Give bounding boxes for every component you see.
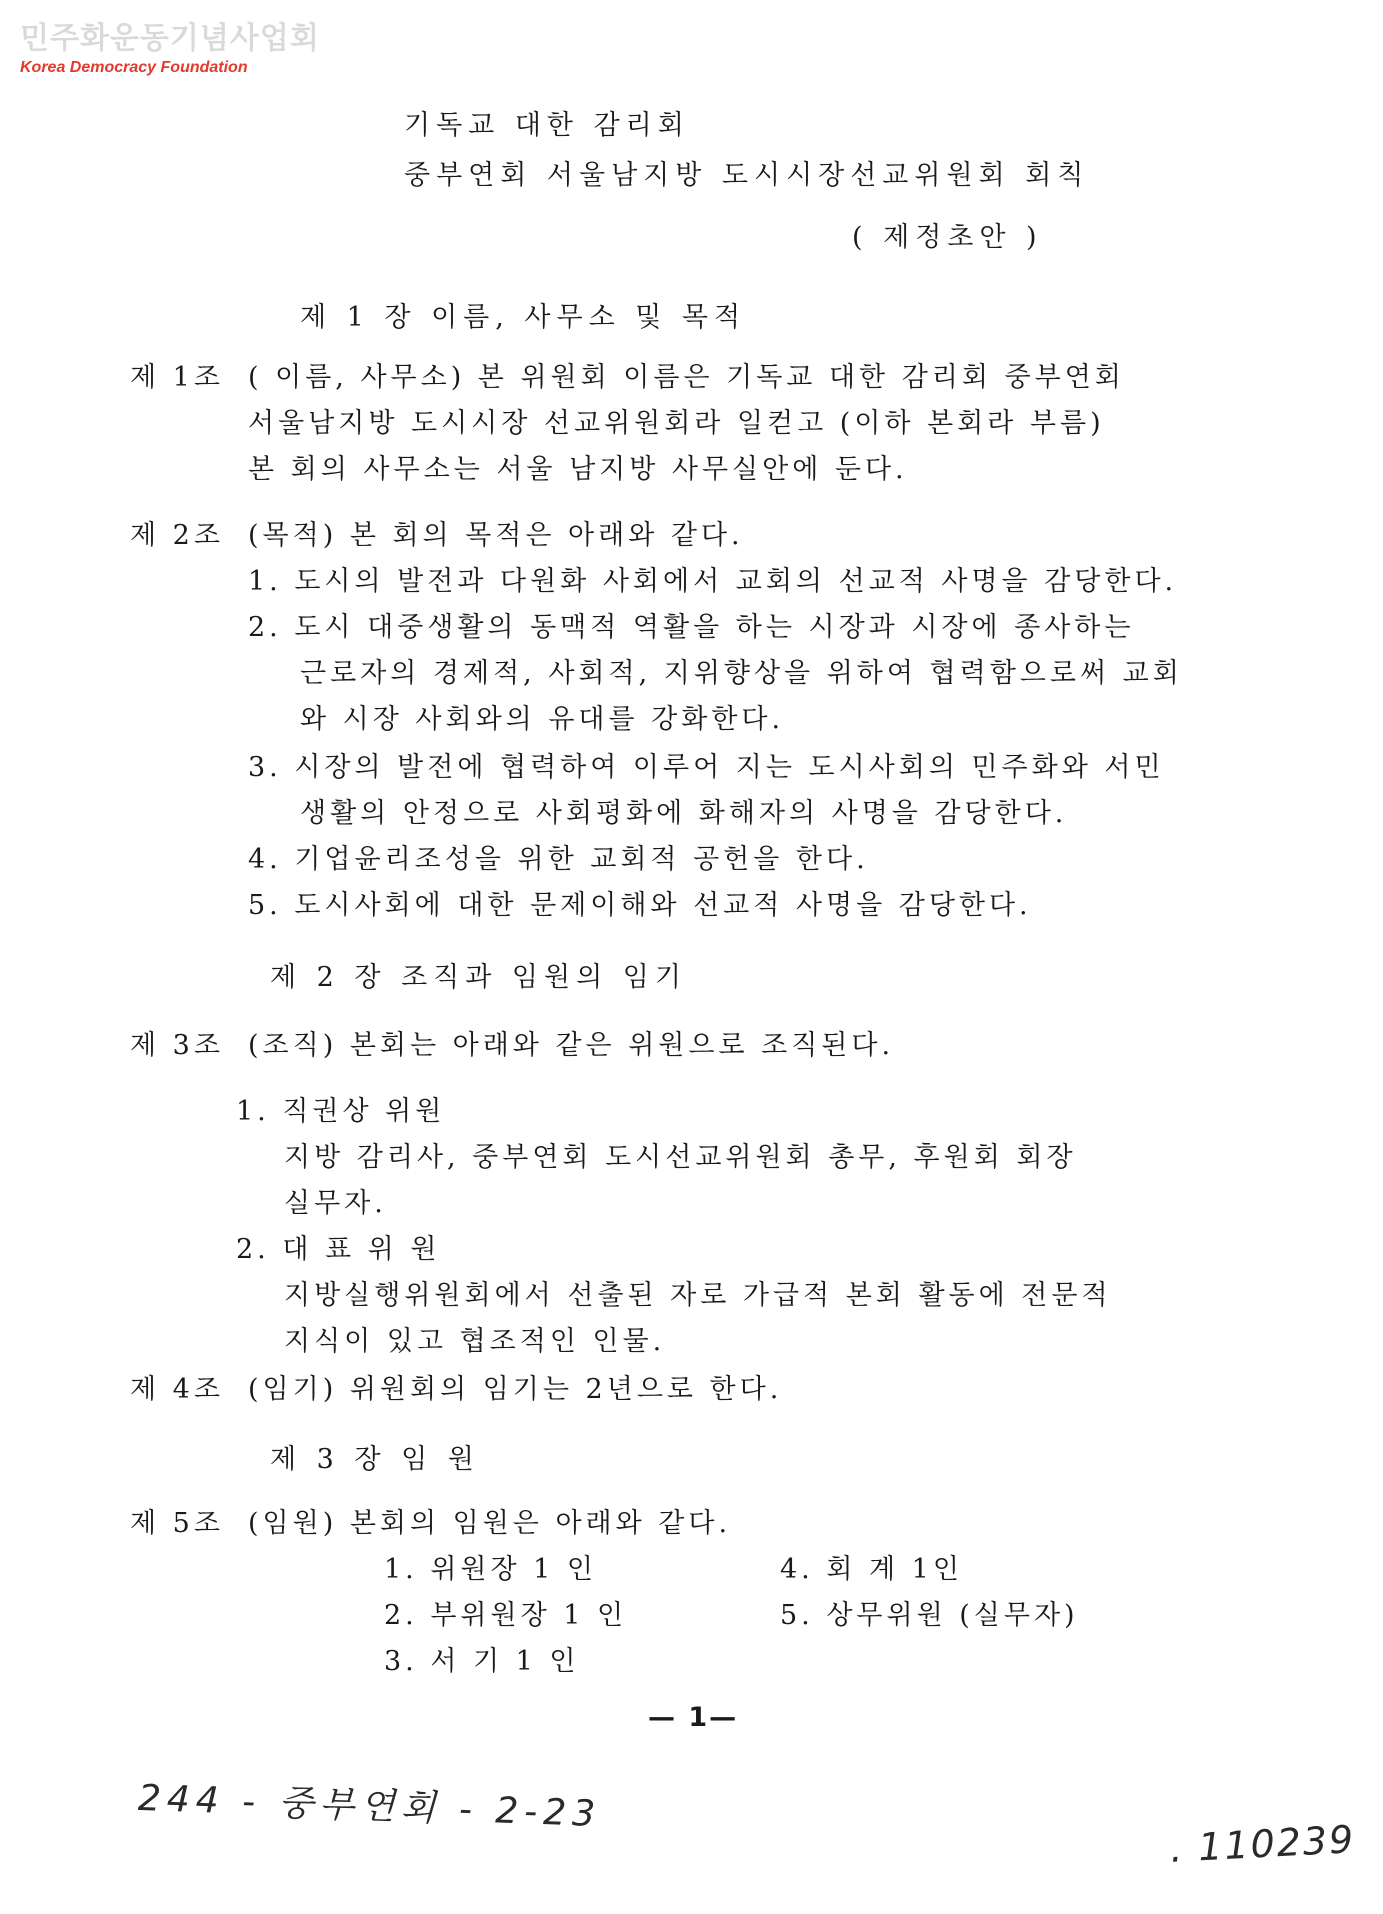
page-number: — 1— — [648, 1702, 739, 1733]
article-5-line: (임원) 본회의 임원은 아래와 같다. — [248, 1508, 732, 1539]
article-3-line: (조직) 본회는 아래와 같은 위원으로 조직된다. — [248, 1030, 895, 1061]
article-2-item-cont: 생활의 안정으로 사회평화에 화해자의 사명을 감당한다. — [300, 798, 1068, 829]
handwritten-archive-number: . 110239 — [1168, 1817, 1357, 1871]
handwritten-note: 244 - 중부연회 - 2-23 — [137, 1777, 602, 1836]
article-3-item: 1. 직권상 위원 — [236, 1096, 446, 1127]
article-5-label: 제 5조 — [130, 1508, 224, 1539]
officer-item: 4. 회 계 1인 — [780, 1554, 963, 1585]
document-title-line1: 기독교 대한 감리회 — [404, 110, 690, 141]
chapter-2-heading: 제 2 장 조직과 임원의 임기 — [270, 962, 687, 993]
officer-item: 1. 위원장 1 인 — [384, 1554, 598, 1585]
article-2-line: (목적) 본 회의 목적은 아래와 같다. — [248, 520, 744, 551]
article-3-item-cont: 지식이 있고 협조적인 인물. — [284, 1326, 666, 1357]
watermark-english: Korea Democracy Foundation — [20, 59, 248, 76]
chapter-1-heading: 제 1 장 이름, 사무소 및 목적 — [300, 302, 747, 333]
article-3-item: 2. 대 표 위 원 — [236, 1234, 441, 1265]
article-2-item-cont: 근로자의 경제적, 사회적, 지위향상을 위하여 협력함으로써 교회 — [300, 658, 1183, 689]
article-2-item: 4. 기업윤리조성을 위한 교회적 공헌을 한다. — [248, 844, 869, 875]
article-4-label: 제 4조 — [130, 1374, 224, 1405]
article-1-line: ( 이름, 사무소) 본 위원회 이름은 기독교 대한 감리회 중부연회 — [248, 362, 1125, 393]
officer-item: 3. 서 기 1 인 — [384, 1646, 580, 1677]
article-2-label: 제 2조 — [130, 520, 224, 551]
article-3-item-cont: 실무자. — [284, 1188, 387, 1219]
officer-item: 2. 부위원장 1 인 — [384, 1600, 628, 1631]
article-3-item-cont: 지방실행위원회에서 선출된 자로 가급적 본회 활동에 전문적 — [284, 1280, 1112, 1311]
article-4-line: (임기) 위원회의 임기는 2년으로 한다. — [248, 1374, 783, 1405]
watermark-korean: 민주화운동기념사업회 — [20, 21, 320, 56]
article-1-line: 서울남지방 도시시장 선교위원회라 일컫고 (이하 본회라 부름) — [248, 408, 1105, 439]
chapter-3-heading: 제 3 장 임 원 — [270, 1444, 480, 1475]
document-subtitle: ( 제정초안 ) — [852, 222, 1043, 253]
article-2-item: 2. 도시 대중생활의 동맥적 역활을 하는 시장과 시장에 종사하는 — [248, 612, 1135, 643]
article-3-item-cont: 지방 감리사, 중부연회 도시선교위원회 총무, 후원회 회장 — [284, 1142, 1077, 1173]
article-2-item: 5. 도시사회에 대한 문제이해와 선교적 사명을 감당한다. — [248, 890, 1032, 921]
article-3-label: 제 3조 — [130, 1030, 224, 1061]
document-title-line2: 중부연회 서울남지방 도시시장선교위원회 회칙 — [404, 160, 1090, 191]
article-2-item: 3. 시장의 발전에 협력하여 이루어 지는 도시사회의 민주화와 서민 — [248, 752, 1165, 783]
article-1-label: 제 1조 — [130, 362, 224, 393]
article-1-line: 본 회의 사무소는 서울 남지방 사무실안에 둔다. — [248, 454, 908, 485]
article-2-item: 1. 도시의 발전과 다원화 사회에서 교회의 선교적 사명을 감당한다. — [248, 566, 1178, 597]
officer-item: 5. 상무위원 (실무자) — [780, 1600, 1079, 1631]
watermark-logo — [20, 22, 320, 78]
article-2-item-cont: 와 시장 사회와의 유대를 강화한다. — [300, 704, 785, 735]
